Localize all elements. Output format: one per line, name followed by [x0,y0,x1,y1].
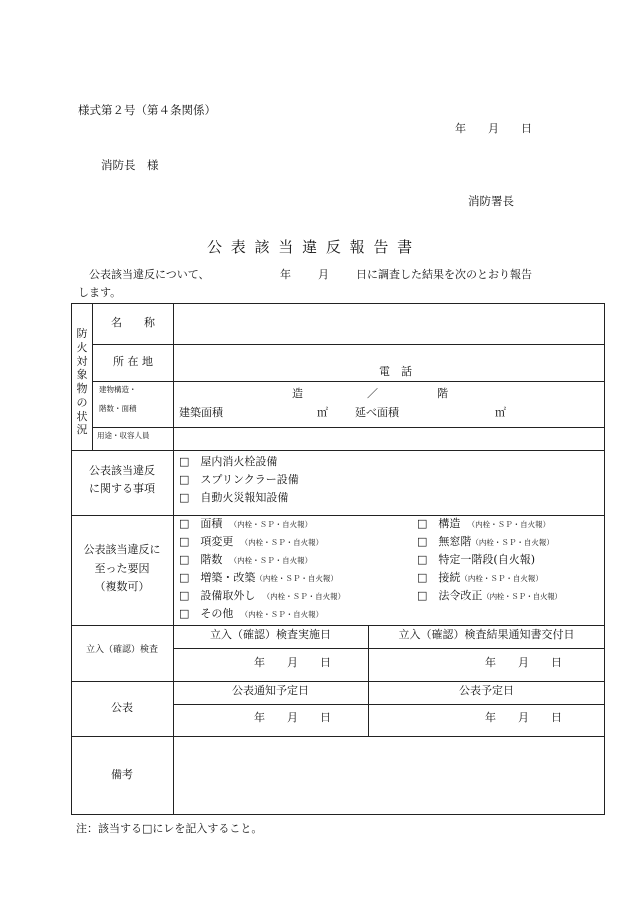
phone-label: 電 話 [379,365,412,378]
item-checkbox-alarm[interactable]: □ 自動火災報知設備 [179,491,289,504]
inspection-label: 立入（確認）検査 [85,645,158,655]
causes-label-1: 公表該当違反に [83,543,161,556]
item-checkbox-hydrant[interactable]: □ 屋内消火栓設備 [179,455,278,468]
sender: 消防署長 [468,194,514,208]
cause-right-single-stair[interactable]: □ 特定一階段(自火報) [417,553,535,566]
cause-right-law-revision[interactable]: □ 法令改正（内栓・ＳＰ・自火報） [417,589,562,602]
date-line: 年 月 日 [455,122,532,135]
publication-notice-header: 公表通知予定日 [232,684,309,697]
intro-year: 年 [280,268,291,281]
total-floor-area-label: 延べ面積 [355,406,399,419]
publication-date-header: 公表予定日 [459,684,514,697]
cause-right-connection[interactable]: □ 接続（内栓・ＳＰ・自火報） [417,571,543,584]
cause-left-use-change[interactable]: □ 項変更 （内栓・ＳＰ・自火報） [179,535,324,548]
publication-label: 公表 [111,701,133,714]
unit-m2-a: ㎡ [317,406,328,419]
structure-label-2: 階数・面積 [99,404,137,413]
inspection-result-header: 立入（確認）検査結果通知書交付日 [398,628,575,641]
intro-month: 月 [318,268,329,281]
inspection-result-date-blank[interactable]: 年 月 日 [485,656,562,669]
publication-date-blank[interactable]: 年 月 日 [485,711,562,724]
item-checkbox-sprinkler[interactable]: □ スプリンクラー設備 [179,473,299,486]
cause-left-area[interactable]: □ 面積 （内栓・ＳＰ・自火報） [179,517,313,530]
name-label: 名 称 [111,316,155,329]
publication-notice-date-blank[interactable]: 年 月 日 [254,711,331,724]
usage-label: 用途・収容人員 [97,431,150,440]
cause-left-floors[interactable]: □ 階数 （内栓・ＳＰ・自火報） [179,553,313,566]
causes-label-3: （複数可） [94,580,150,593]
addressee: 消防長 様 [101,158,159,172]
unit-m2-b: ㎡ [495,406,506,419]
address-label: 所 在 地 [113,355,153,368]
page-title: 公 表 該 当 違 反 報 告 書 [207,238,415,256]
inspection-date-header: 立入（確認）検査実施日 [210,628,331,641]
report-form-table [71,303,605,815]
cause-left-removal[interactable]: □ 設備取外し （内栓・ＳＰ・自火報） [179,589,346,602]
structure-slash: ／ [367,387,378,400]
items-label-2: に関する事項 [89,482,155,495]
items-label-1: 公表該当違反 [89,464,155,477]
intro-line2: します。 [78,286,122,299]
side-label: 防火対象物の状況 [76,327,88,437]
inspection-date-blank[interactable]: 年 月 日 [254,656,331,669]
structure-zo: 造 [292,387,303,400]
intro-line1a: 公表該当違反について、 [89,268,210,281]
remarks-label: 備考 [111,768,133,781]
building-area-label: 建築面積 [179,406,223,419]
causes-label-2: 至った要因 [94,562,150,575]
cause-left-other[interactable]: □ その他 （内栓・ＳＰ・自火報） [179,607,324,620]
structure-label-1: 建物構造・ [99,385,137,394]
intro-line1d: 日に調査した結果を次のとおり報告 [356,268,532,281]
structure-kai: 階 [437,387,448,400]
form-number: 様式第２号（第４条関係） [78,103,216,117]
footer-note: 注：該当する□にレを記入すること。 [76,822,263,835]
cause-left-extension[interactable]: □ 増築・改築（内栓・ＳＰ・自火報） [179,571,338,584]
cause-right-windowless[interactable]: □ 無窓階（内栓・ＳＰ・自火報） [417,535,554,548]
cause-right-structure[interactable]: □ 構造 （内栓・ＳＰ・自火報） [417,517,551,530]
